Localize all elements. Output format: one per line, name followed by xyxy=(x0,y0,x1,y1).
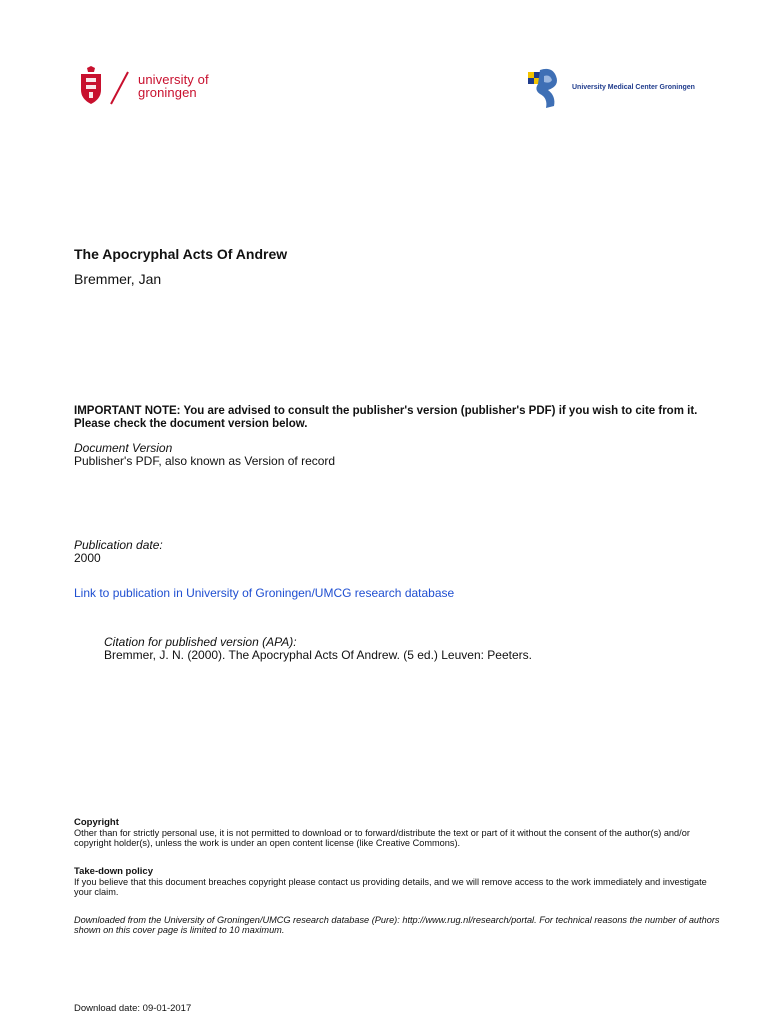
rug-logo-text: university of groningen xyxy=(138,72,209,100)
citation-value: Bremmer, J. N. (2000). The Apocryphal Acts Of Andrew. (5 ed.) Leuven: Peeters. xyxy=(104,648,532,662)
umcg-emblem-icon xyxy=(526,66,566,110)
publication-database-link[interactable]: Link to publication in University of Groningen/UMCG research database xyxy=(74,586,455,600)
rug-crest-icon xyxy=(78,66,104,106)
umcg-logo xyxy=(526,66,726,112)
publication-date-value: 2000 xyxy=(74,551,101,565)
umcg-logo-text: University Medical Center Groningen xyxy=(572,84,695,91)
important-note: IMPORTANT NOTE: You are advised to consult the publisher's version (publisher's PDF) if you wish to cite from it. Please check the document version below. xyxy=(74,405,698,430)
publication-date-label: Publication date: xyxy=(74,538,163,552)
takedown-heading: Take-down policy xyxy=(74,866,154,877)
publication-title: The Apocryphal Acts Of Andrew xyxy=(74,246,288,262)
download-date: Download date: 09-01-2017 xyxy=(74,1003,192,1014)
copyright-heading: Copyright xyxy=(74,817,119,828)
citation-label: Citation for published version (APA): xyxy=(104,635,297,649)
document-version-label: Document Version xyxy=(74,441,173,455)
downloaded-note: Downloaded from the University of Groningen/UMCG research database (Pure): http://www.rug.nl/research/portal. For technical reasons the number of authors shown on this cover page is limited to 10 maximum. xyxy=(74,915,720,935)
university-of-groningen-logo xyxy=(78,66,238,110)
takedown-text: If you believe that this document breaches copyright please contact us providing details, and we will remove access to the work immediately and investigate your claim. xyxy=(74,877,707,897)
copyright-text: Other than for strictly personal use, it is not permitted to download or to forward/distribute the text or part of it without the consent of the author(s) and/or copyright holder(s), unless the work is under an open content license (like Creative Commons). xyxy=(74,828,690,848)
document-version-value: Publisher's PDF, also known as Version of record xyxy=(74,454,336,468)
logo-slash-icon xyxy=(108,66,130,106)
author-name: Bremmer, Jan xyxy=(74,271,162,287)
